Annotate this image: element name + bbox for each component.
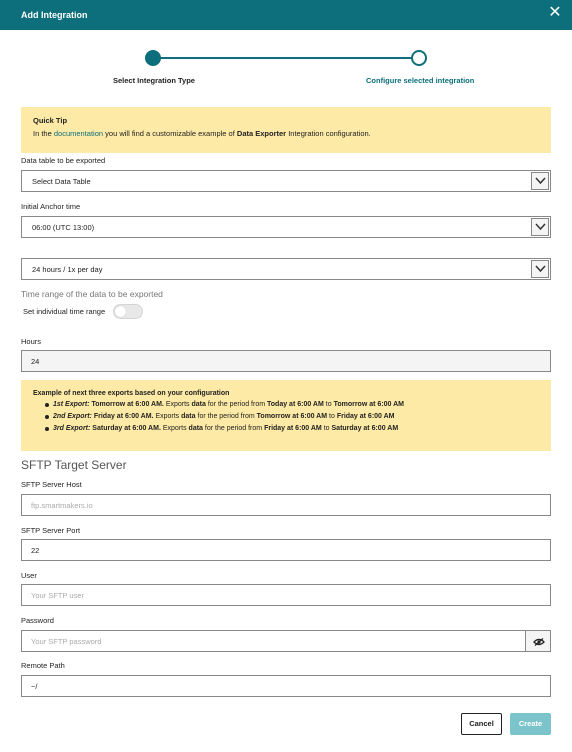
create-button[interactable]: Create bbox=[510, 713, 551, 735]
hours-label: Hours bbox=[21, 337, 42, 346]
dialog-header bbox=[0, 0, 572, 30]
list-item bbox=[45, 411, 539, 423]
toggle-knob bbox=[115, 306, 126, 317]
individual-range-label: Set individual time range bbox=[23, 307, 106, 316]
chevron-down-icon[interactable] bbox=[531, 260, 549, 278]
example-list bbox=[33, 399, 539, 435]
export-data: data bbox=[191, 401, 206, 408]
export-data: data bbox=[181, 413, 196, 420]
user-label: User bbox=[21, 571, 37, 580]
step-1-dot bbox=[145, 50, 161, 66]
anchor-time-label: Initial Anchor time bbox=[21, 202, 81, 211]
export-example-box bbox=[21, 380, 551, 451]
quick-tip-suffix: Integration configuration. bbox=[288, 129, 371, 138]
export-text: Exports bbox=[165, 401, 190, 408]
sftp-port-value: 22 bbox=[31, 546, 40, 555]
cancel-button[interactable]: Cancel bbox=[461, 713, 502, 735]
export-text: Exports bbox=[162, 425, 187, 432]
step-2-label: Configure selected integration bbox=[366, 76, 475, 85]
remote-path-label: Remote Path bbox=[21, 661, 65, 670]
chevron-down-icon[interactable] bbox=[531, 218, 549, 236]
export-to: Saturday at 6:00 AM bbox=[331, 425, 399, 432]
export-name: 3rd Export: bbox=[53, 425, 91, 432]
quick-tip-prefix: In the bbox=[33, 129, 52, 138]
sftp-port-label: SFTP Server Port bbox=[21, 526, 81, 535]
export-text: Exports bbox=[155, 413, 180, 420]
documentation-link[interactable]: documentation bbox=[53, 129, 104, 138]
quick-tip-middle: you will find a customizable example of bbox=[105, 129, 235, 138]
export-data: data bbox=[188, 425, 203, 432]
time-range-heading: Time range of the data to be exported bbox=[21, 289, 163, 299]
export-when: Tomorrow at 6:00 AM. bbox=[91, 401, 164, 408]
export-when: Saturday at 6:00 AM. bbox=[92, 425, 161, 432]
chevron-down-icon[interactable] bbox=[531, 172, 549, 190]
eye-off-icon bbox=[533, 638, 545, 646]
export-name: 2nd Export: bbox=[53, 413, 92, 420]
export-text: for the period from bbox=[204, 425, 263, 432]
export-when: Friday at 6:00 AM. bbox=[93, 413, 154, 420]
stepper-line bbox=[153, 57, 419, 59]
list-item bbox=[45, 399, 539, 411]
step-2-dot bbox=[411, 50, 427, 66]
data-table-label: Data table to be exported bbox=[21, 156, 106, 165]
interval-value: 24 hours / 1x per day bbox=[32, 265, 103, 274]
password-placeholder: Your SFTP password bbox=[31, 637, 102, 646]
quick-tip-title: Quick Tip bbox=[33, 116, 68, 125]
data-table-select[interactable] bbox=[21, 170, 551, 192]
sftp-host-placeholder: ftp.smartmakers.io bbox=[31, 501, 93, 510]
export-text: to bbox=[325, 401, 332, 408]
sftp-host-label: SFTP Server Host bbox=[21, 480, 82, 489]
password-input[interactable] bbox=[21, 630, 526, 652]
quick-tip-bold: Data Exporter bbox=[236, 129, 287, 138]
interval-select[interactable] bbox=[21, 258, 551, 280]
anchor-time-select[interactable] bbox=[21, 216, 551, 238]
list-item bbox=[45, 423, 539, 435]
anchor-time-value: 06:00 (UTC 13:00) bbox=[32, 223, 95, 232]
export-from: Friday at 6:00 AM bbox=[264, 425, 322, 432]
export-name: 1st Export: bbox=[53, 401, 90, 408]
quick-tip-text bbox=[33, 129, 539, 138]
sftp-host-input[interactable] bbox=[21, 494, 551, 516]
hours-value: 24 bbox=[31, 357, 40, 366]
export-to: Friday at 6:00 AM bbox=[336, 413, 395, 420]
data-table-value: Select Data Table bbox=[32, 177, 91, 186]
close-icon[interactable]: ✕ bbox=[548, 4, 562, 21]
hours-input[interactable] bbox=[21, 350, 551, 372]
example-title: Example of next three exports based on your configuration bbox=[33, 390, 230, 397]
export-to: Tomorrow at 6:00 AM bbox=[333, 401, 404, 408]
remote-path-input[interactable] bbox=[21, 675, 551, 697]
password-label: Password bbox=[21, 616, 54, 625]
individual-range-toggle[interactable] bbox=[113, 304, 143, 319]
quick-tip bbox=[21, 107, 551, 153]
remote-path-value: ~/ bbox=[31, 682, 38, 691]
dialog-title: Add Integration bbox=[21, 10, 88, 20]
export-text: to bbox=[323, 425, 330, 432]
export-text: for the period from bbox=[197, 413, 255, 420]
sftp-heading: SFTP Target Server bbox=[21, 458, 127, 472]
export-from: Tomorrow at 6:00 AM bbox=[256, 413, 328, 420]
user-placeholder: Your SFTP user bbox=[31, 591, 84, 600]
export-text: to bbox=[329, 413, 335, 420]
sftp-port-input[interactable] bbox=[21, 539, 551, 561]
step-1-label: Select Integration Type bbox=[113, 76, 195, 85]
toggle-password-button[interactable] bbox=[525, 630, 551, 652]
export-from: Today at 6:00 AM bbox=[267, 401, 324, 408]
user-input[interactable] bbox=[21, 584, 551, 606]
export-text: for the period from bbox=[207, 401, 266, 408]
